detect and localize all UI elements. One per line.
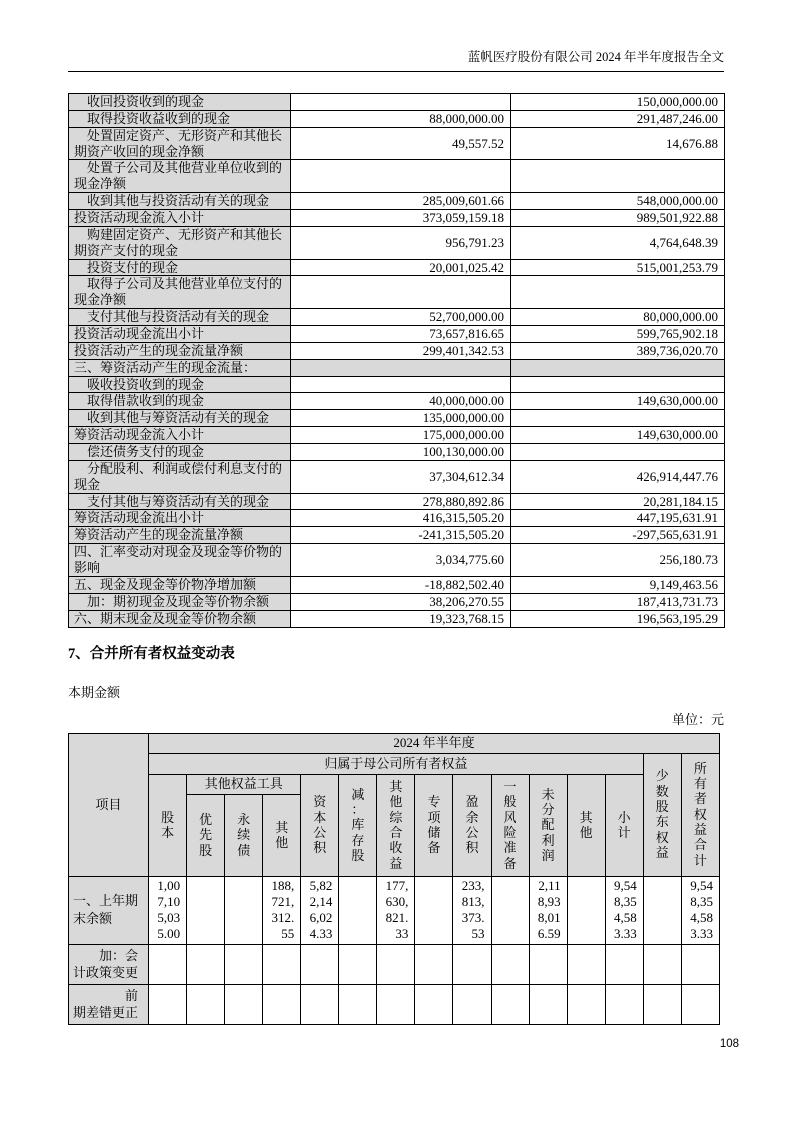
cash-flow-row bbox=[69, 210, 725, 227]
cash-flow-item-label: 收到其他与筹资活动有关的现金 bbox=[69, 410, 291, 427]
equity-value-cell bbox=[225, 944, 263, 984]
cash-flow-prior-period-value: 20,281,184.15 bbox=[511, 493, 725, 510]
cash-flow-current-period-value: 416,315,505.20 bbox=[291, 510, 511, 527]
cash-flow-current-period-value: 299,401,342.53 bbox=[291, 342, 511, 359]
equity-value-cell bbox=[225, 984, 263, 1024]
equity-value-cell bbox=[567, 984, 605, 1024]
cash-flow-current-period-value: 40,000,000.00 bbox=[291, 393, 511, 410]
cash-flow-current-period-value: 373,059,159.18 bbox=[291, 210, 511, 227]
cash-flow-row bbox=[69, 427, 725, 444]
equity-change-table bbox=[68, 733, 720, 1025]
cash-flow-row bbox=[69, 576, 725, 593]
equity-row bbox=[69, 984, 720, 1024]
equity-value-cell: 177,630,821.33 bbox=[377, 876, 415, 944]
section-subtitle: 本期金额 bbox=[68, 684, 121, 700]
cash-flow-item-label: 四、汇率变动对现金及现金等价物的影响 bbox=[69, 544, 291, 577]
cash-flow-current-period-value: 175,000,000.00 bbox=[291, 427, 511, 444]
equity-value-cell bbox=[567, 876, 605, 944]
cash-flow-item-label: 六、期末现金及现金等价物余额 bbox=[69, 610, 291, 627]
cash-flow-prior-period-value: 150,000,000.00 bbox=[511, 94, 725, 111]
col-header-other-instrument-text: 其他 bbox=[275, 819, 289, 850]
equity-value-cell bbox=[415, 944, 453, 984]
cash-flow-item-label: 筹资活动现金流出小计 bbox=[69, 510, 291, 527]
page-number: 108 bbox=[719, 1038, 739, 1050]
unit-label: 单位：元 bbox=[671, 711, 724, 727]
col-header-parent-equity-group: 归属于母公司所有者权益 bbox=[149, 753, 644, 774]
cash-flow-item-label: 加：期初现金及现金等价物余额 bbox=[69, 593, 291, 610]
cash-flow-prior-period-value: 149,630,000.00 bbox=[511, 427, 725, 444]
cash-flow-current-period-value bbox=[291, 376, 511, 393]
col-header-less-treasury-stock bbox=[339, 774, 377, 876]
equity-value-cell: 188,721,312.55 bbox=[263, 876, 301, 944]
cash-flow-prior-period-value: 9,149,463.56 bbox=[511, 576, 725, 593]
col-header-share-capital bbox=[149, 774, 187, 876]
cash-flow-row bbox=[69, 610, 725, 627]
cash-flow-prior-period-value bbox=[511, 444, 725, 461]
cash-flow-item-label: 筹资活动产生的现金流量净额 bbox=[69, 527, 291, 544]
col-header-general-risk-reserve-text: 一般风险准备 bbox=[503, 778, 517, 871]
cash-flow-prior-period-value: 291,487,246.00 bbox=[511, 110, 725, 127]
cash-flow-row bbox=[69, 359, 725, 376]
col-header-general-risk-reserve bbox=[491, 774, 529, 876]
equity-item-label: 加：会计政策变更 bbox=[69, 944, 149, 984]
equity-value-cell bbox=[529, 984, 567, 1024]
cash-flow-item-label: 投资活动现金流入小计 bbox=[69, 210, 291, 227]
cash-flow-row bbox=[69, 110, 725, 127]
cash-flow-row bbox=[69, 593, 725, 610]
equity-value-cell bbox=[263, 944, 301, 984]
equity-value-cell: 5,822,146,024.33 bbox=[301, 876, 339, 944]
equity-value-cell bbox=[491, 984, 529, 1024]
cash-flow-prior-period-value bbox=[511, 276, 725, 309]
cash-flow-prior-period-value: 515,001,253.79 bbox=[511, 259, 725, 276]
cash-flow-item-label: 支付其他与筹资活动有关的现金 bbox=[69, 493, 291, 510]
equity-value-cell bbox=[643, 944, 681, 984]
equity-value-cell bbox=[415, 876, 453, 944]
cash-flow-item-label: 支付其他与投资活动有关的现金 bbox=[69, 309, 291, 326]
cash-flow-current-period-value: 73,657,816.65 bbox=[291, 326, 511, 343]
cash-flow-item-label: 吸收投资收到的现金 bbox=[69, 376, 291, 393]
cash-flow-prior-period-value: 599,765,902.18 bbox=[511, 326, 725, 343]
equity-value-cell bbox=[567, 944, 605, 984]
cash-flow-prior-period-value bbox=[511, 160, 725, 193]
cash-flow-row bbox=[69, 510, 725, 527]
equity-value-cell bbox=[643, 876, 681, 944]
equity-value-cell: 1,007,105,035.00 bbox=[149, 876, 187, 944]
equity-item-label: 一、上年期末余额 bbox=[69, 876, 149, 944]
equity-header-row-2 bbox=[69, 753, 720, 774]
cash-flow-item-label: 处置固定资产、无形资产和其他长期资产收回的现金净额 bbox=[69, 127, 291, 160]
cash-flow-current-period-value bbox=[291, 276, 511, 309]
cash-flow-item-label: 投资活动现金流出小计 bbox=[69, 326, 291, 343]
cash-flow-row bbox=[69, 342, 725, 359]
cash-flow-prior-period-value: 14,676.88 bbox=[511, 127, 725, 160]
cash-flow-row bbox=[69, 326, 725, 343]
col-header-total-equity-text: 所有者权益合计 bbox=[693, 760, 707, 868]
col-header-other-text: 其他 bbox=[579, 809, 593, 840]
cash-flow-prior-period-value: 187,413,731.73 bbox=[511, 593, 725, 610]
equity-value-cell bbox=[263, 984, 301, 1024]
equity-value-cell bbox=[377, 984, 415, 1024]
col-header-subtotal-text: 小计 bbox=[617, 809, 631, 840]
cash-flow-current-period-value: 135,000,000.00 bbox=[291, 410, 511, 427]
cash-flow-current-period-value bbox=[291, 94, 511, 111]
cash-flow-row bbox=[69, 376, 725, 393]
cash-flow-row bbox=[69, 309, 725, 326]
cash-flow-item-label: 购建固定资产、无形资产和其他长期资产支付的现金 bbox=[69, 226, 291, 259]
cash-flow-item-label: 分配股利、利润或偿付利息支付的现金 bbox=[69, 460, 291, 493]
equity-value-cell bbox=[339, 944, 377, 984]
equity-value-cell bbox=[187, 944, 225, 984]
cash-flow-row bbox=[69, 393, 725, 410]
report-header: 蓝帆医疗股份有限公司 2024 年半年度报告全文 bbox=[68, 50, 724, 72]
cash-flow-item-label: 五、现金及现金等价物净增加额 bbox=[69, 576, 291, 593]
cash-flow-row bbox=[69, 544, 725, 577]
equity-value-cell bbox=[453, 984, 491, 1024]
cash-flow-item-label: 投资支付的现金 bbox=[69, 259, 291, 276]
cash-flow-current-period-value: 52,700,000.00 bbox=[291, 309, 511, 326]
equity-value-cell bbox=[339, 876, 377, 944]
cash-flow-row bbox=[69, 493, 725, 510]
equity-value-cell bbox=[681, 944, 719, 984]
cash-flow-current-period-value bbox=[291, 160, 511, 193]
col-header-subtotal bbox=[605, 774, 643, 876]
col-header-undistributed-profit-text: 未分配利润 bbox=[541, 786, 555, 863]
equity-value-cell bbox=[491, 876, 529, 944]
col-header-capital-reserve-text: 资本公积 bbox=[313, 794, 327, 856]
cash-flow-prior-period-value: 149,630,000.00 bbox=[511, 393, 725, 410]
equity-header-row-3 bbox=[69, 774, 720, 794]
col-header-preferred-stock-text: 优先股 bbox=[199, 811, 213, 858]
cash-flow-prior-period-value: 80,000,000.00 bbox=[511, 309, 725, 326]
cash-flow-prior-period-value: 447,195,631.91 bbox=[511, 510, 725, 527]
col-header-total-equity bbox=[681, 753, 719, 876]
col-header-share-capital-text: 股本 bbox=[161, 809, 175, 840]
cash-flow-current-period-value: 49,557.52 bbox=[291, 127, 511, 160]
cash-flow-prior-period-value: 196,563,195.29 bbox=[511, 610, 725, 627]
cash-flow-prior-period-value: 4,764,648.39 bbox=[511, 226, 725, 259]
cash-flow-prior-period-value bbox=[511, 359, 725, 376]
cash-flow-item-label: 偿还债务支付的现金 bbox=[69, 444, 291, 461]
col-header-other-equity-instruments-group: 其他权益工具 bbox=[187, 774, 301, 794]
equity-value-cell bbox=[681, 984, 719, 1024]
equity-value-cell bbox=[339, 984, 377, 1024]
col-header-capital-reserve bbox=[301, 774, 339, 876]
equity-value-cell bbox=[187, 984, 225, 1024]
col-header-other bbox=[567, 774, 605, 876]
cash-flow-row bbox=[69, 276, 725, 309]
equity-value-cell bbox=[225, 876, 263, 944]
equity-row bbox=[69, 876, 720, 944]
col-header-surplus-reserve-text: 盈余公积 bbox=[465, 794, 479, 856]
cash-flow-current-period-value: 100,130,000.00 bbox=[291, 444, 511, 461]
equity-value-cell bbox=[377, 944, 415, 984]
cash-flow-item-label: 筹资活动现金流入小计 bbox=[69, 427, 291, 444]
equity-value-cell bbox=[491, 944, 529, 984]
cash-flow-row bbox=[69, 460, 725, 493]
equity-value-cell: 9,548,354,583.33 bbox=[681, 876, 719, 944]
equity-row bbox=[69, 944, 720, 984]
equity-value-cell bbox=[605, 984, 643, 1024]
col-header-special-reserve bbox=[415, 774, 453, 876]
equity-value-cell bbox=[643, 984, 681, 1024]
col-header-less-treasury-stock-text: 减：库存股 bbox=[351, 786, 365, 863]
cash-flow-prior-period-value: 548,000,000.00 bbox=[511, 193, 725, 210]
equity-value-cell: 2,118,938,016.59 bbox=[529, 876, 567, 944]
equity-value-cell bbox=[149, 984, 187, 1024]
cash-flow-item-label: 三、筹资活动产生的现金流量： bbox=[69, 359, 291, 376]
cash-flow-prior-period-value: 426,914,447.76 bbox=[511, 460, 725, 493]
cash-flow-current-period-value bbox=[291, 359, 511, 376]
col-header-minority-interest-text: 少数股东权益 bbox=[655, 768, 669, 861]
cash-flow-row bbox=[69, 160, 725, 193]
equity-value-cell: 233,813,373.53 bbox=[453, 876, 491, 944]
cash-flow-row bbox=[69, 527, 725, 544]
cash-flow-item-label: 取得借款收到的现金 bbox=[69, 393, 291, 410]
col-header-other-comprehensive-income bbox=[377, 774, 415, 876]
equity-value-cell bbox=[301, 984, 339, 1024]
equity-value-cell bbox=[605, 944, 643, 984]
cash-flow-current-period-value: -18,882,502.40 bbox=[291, 576, 511, 593]
cash-flow-row bbox=[69, 444, 725, 461]
equity-value-cell bbox=[187, 876, 225, 944]
cash-flow-current-period-value: 38,206,270.55 bbox=[291, 593, 511, 610]
cash-flow-prior-period-value bbox=[511, 376, 725, 393]
equity-value-cell bbox=[301, 944, 339, 984]
col-header-special-reserve-text: 专项储备 bbox=[427, 794, 441, 856]
cash-flow-row bbox=[69, 193, 725, 210]
section-title: 7、合并所有者权益变动表 bbox=[68, 645, 235, 662]
cash-flow-current-period-value: 3,034,775.60 bbox=[291, 544, 511, 577]
cash-flow-prior-period-value: 256,180.73 bbox=[511, 544, 725, 577]
cash-flow-prior-period-value: 989,501,922.88 bbox=[511, 210, 725, 227]
cash-flow-current-period-value: 278,880,892.86 bbox=[291, 493, 511, 510]
cash-flow-item-label: 处置子公司及其他营业单位收到的现金净额 bbox=[69, 160, 291, 193]
cash-flow-current-period-value: 88,000,000.00 bbox=[291, 110, 511, 127]
equity-item-label: 前期差错更正 bbox=[69, 984, 149, 1024]
equity-value-cell: 9,548,354,583.33 bbox=[605, 876, 643, 944]
cash-flow-row bbox=[69, 127, 725, 160]
col-header-undistributed-profit bbox=[529, 774, 567, 876]
cash-flow-current-period-value: -241,315,505.20 bbox=[291, 527, 511, 544]
equity-value-cell bbox=[149, 944, 187, 984]
cash-flow-item-label: 投资活动产生的现金流量净额 bbox=[69, 342, 291, 359]
cash-flow-table bbox=[68, 93, 725, 628]
col-header-period: 2024 年半年度 bbox=[149, 733, 720, 753]
col-header-surplus-reserve bbox=[453, 774, 491, 876]
col-header-preferred-stock bbox=[187, 794, 225, 876]
cash-flow-current-period-value: 285,009,601.66 bbox=[291, 193, 511, 210]
cash-flow-current-period-value: 956,791.23 bbox=[291, 226, 511, 259]
cash-flow-prior-period-value: -297,565,631.91 bbox=[511, 527, 725, 544]
col-header-minority-interest bbox=[643, 753, 681, 876]
equity-value-cell bbox=[529, 944, 567, 984]
cash-flow-item-label: 收到其他与投资活动有关的现金 bbox=[69, 193, 291, 210]
cash-flow-current-period-value: 37,304,612.34 bbox=[291, 460, 511, 493]
equity-value-cell bbox=[453, 944, 491, 984]
cash-flow-row bbox=[69, 259, 725, 276]
col-header-perpetual-bond-text: 永续债 bbox=[237, 811, 251, 858]
cash-flow-row bbox=[69, 226, 725, 259]
cash-flow-item-label: 收回投资收到的现金 bbox=[69, 94, 291, 111]
equity-header-row-1 bbox=[69, 733, 720, 753]
cash-flow-prior-period-value: 389,736,020.70 bbox=[511, 342, 725, 359]
cash-flow-current-period-value: 19,323,768.15 bbox=[291, 610, 511, 627]
cash-flow-item-label: 取得子公司及其他营业单位支付的现金净额 bbox=[69, 276, 291, 309]
col-header-perpetual-bond bbox=[225, 794, 263, 876]
cash-flow-current-period-value: 20,001,025.42 bbox=[291, 259, 511, 276]
equity-value-cell bbox=[415, 984, 453, 1024]
col-header-other-comprehensive-income-text: 其他综合收益 bbox=[389, 778, 403, 871]
cash-flow-item-label: 取得投资收益收到的现金 bbox=[69, 110, 291, 127]
cash-flow-row bbox=[69, 94, 725, 111]
col-header-other-instrument bbox=[263, 794, 301, 876]
cash-flow-prior-period-value bbox=[511, 410, 725, 427]
cash-flow-row bbox=[69, 410, 725, 427]
col-header-item: 项目 bbox=[69, 733, 149, 876]
